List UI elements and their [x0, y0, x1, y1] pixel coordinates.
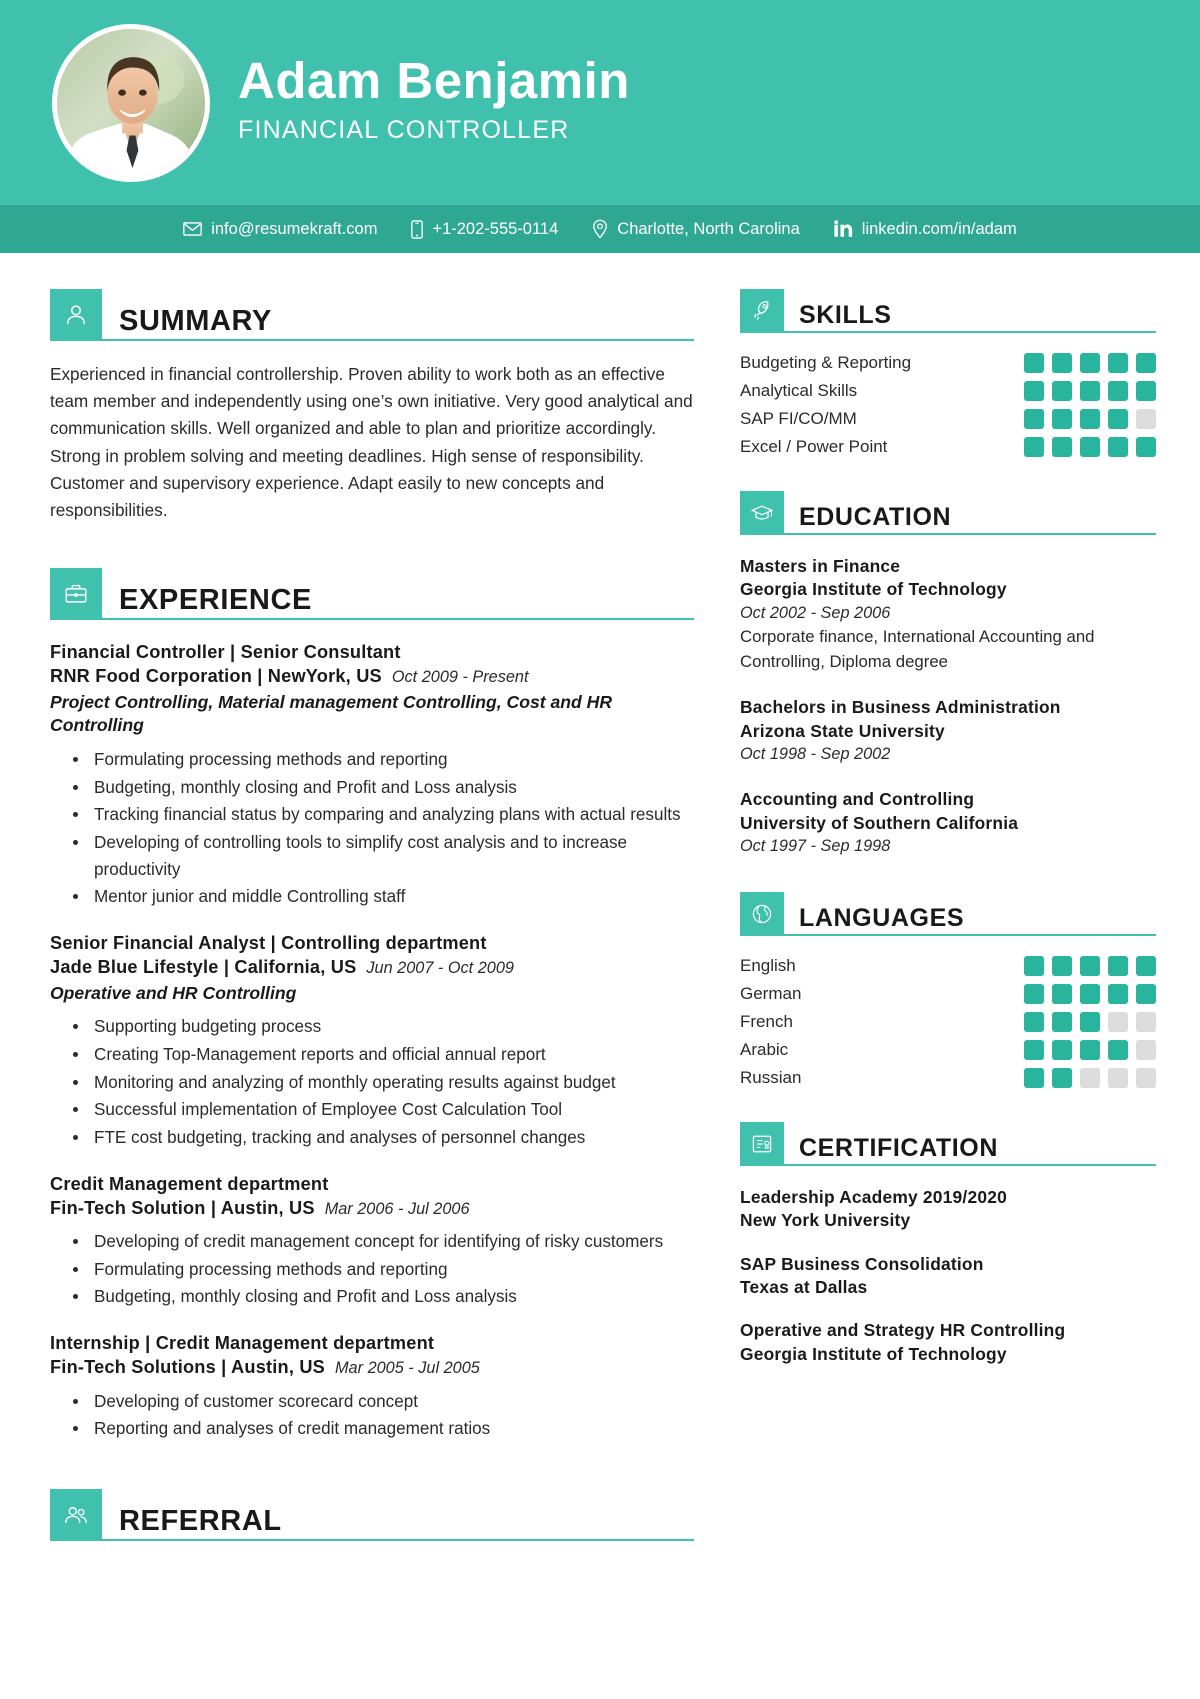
job-company: RNR Food Corporation | NewYork, US: [50, 666, 382, 687]
job-bullet: • Tracking financial status by comparing and analyzing plans with actual results: [90, 802, 694, 829]
skill-row: [740, 409, 1156, 429]
contact-email-text: info@resumekraft.com: [211, 219, 378, 238]
rating-dot: [1108, 984, 1128, 1004]
education-dates: Oct 2002 - Sep 2006: [740, 603, 891, 622]
section-header-referral: [50, 1489, 694, 1541]
rocket-icon: [740, 289, 784, 333]
rating-dot: [1080, 984, 1100, 1004]
user-icon: [50, 289, 102, 341]
rating-dot: [1080, 1012, 1100, 1032]
job-focus: Project Controlling, Material management Controlling, Cost and HR Controlling: [50, 691, 613, 736]
rating-dot: [1052, 381, 1072, 401]
right-column: [728, 289, 1200, 1561]
section-title-referral: REFERRAL: [119, 1504, 282, 1537]
rating-dot: [1052, 984, 1072, 1004]
section-header-certification: [740, 1122, 1156, 1166]
map-pin-icon: [592, 219, 608, 239]
contact-phone-text: +1-202-555-0114: [432, 219, 559, 238]
contact-bar: [0, 205, 1200, 253]
job-bullet: • Mentor junior and middle Controlling staff: [90, 884, 694, 911]
job-company-line: [50, 664, 694, 689]
job-bullet: • Developing of customer scorecard concept: [90, 1389, 694, 1416]
rating-dot: [1136, 956, 1156, 976]
rating-dot: [1136, 1068, 1156, 1088]
education-item: [740, 696, 1156, 766]
education-school: Georgia Institute of Technology: [740, 579, 1007, 600]
section-header-education: [740, 491, 1156, 535]
section-title-summary: SUMMARY: [119, 305, 272, 337]
job-bullet: • FTE cost budgeting, tracking and analyses of personnel changes: [90, 1125, 694, 1152]
rating-dot: [1136, 1012, 1156, 1032]
certification-issuer: Georgia Institute of Technology: [740, 1343, 1007, 1364]
skill-label: Analytical Skills: [740, 381, 858, 400]
rating-dot: [1136, 437, 1156, 457]
candidate-name: Adam Benjamin: [238, 52, 630, 110]
section-title-languages: LANGUAGES: [799, 904, 965, 933]
rating-dot: [1024, 1068, 1044, 1088]
language-row: [740, 1040, 1156, 1060]
rating-dot: [1108, 409, 1128, 429]
rating-dot: [1052, 1068, 1072, 1088]
experience-item: [50, 640, 694, 911]
job-bullets: [50, 1389, 694, 1443]
certification-item: [740, 1186, 1156, 1233]
skill-row: [740, 381, 1156, 401]
section-title-skills: SKILLS: [799, 301, 892, 329]
job-company: Jade Blue Lifestyle | California, US: [50, 957, 357, 977]
education-degree: Accounting and Controlling: [740, 789, 975, 810]
section-header-summary: [50, 289, 694, 341]
candidate-job-title: FINANCIAL CONTROLLER: [238, 115, 570, 144]
skill-row: [740, 353, 1156, 373]
rating-dot: [1108, 1068, 1128, 1088]
language-row: [740, 956, 1156, 976]
left-column: [0, 289, 728, 1561]
language-row: [740, 984, 1156, 1004]
globe-icon: [740, 892, 784, 936]
job-company-line: [50, 1196, 694, 1221]
certification-item: [740, 1319, 1156, 1366]
rating-dot: [1052, 956, 1072, 976]
job-bullet: • Creating Top-Management reports and official annual report: [90, 1042, 694, 1069]
rating-dot: [1024, 984, 1044, 1004]
rating-dot: [1080, 381, 1100, 401]
skill-label: SAP FI/CO/MM: [740, 409, 857, 428]
education-dates: Oct 1998 - Sep 2002: [740, 745, 891, 764]
job-bullets: [50, 1014, 694, 1151]
job-bullet: • Reporting and analyses of credit management ratios: [90, 1416, 694, 1443]
job-dates: Oct 2009 - Present: [391, 668, 529, 687]
rating-dot: [1108, 1040, 1128, 1060]
language-row: [740, 1012, 1156, 1032]
rating-dot: [1080, 1040, 1100, 1060]
job-bullet: • Developing of credit management concept for identifying of risky customers: [90, 1229, 694, 1256]
section-title-wrap-experience: [102, 568, 694, 620]
rating-dot: [1080, 353, 1100, 373]
section-title-wrap-referral: [102, 1489, 694, 1541]
job-bullet: • Formulating processing methods and reporting: [90, 1257, 694, 1284]
rating-dot: [1108, 381, 1128, 401]
education-description: Corporate finance, International Accounting and Controlling, Diploma degree: [740, 626, 1095, 671]
job-company-line: [50, 1355, 694, 1380]
language-row: [740, 1068, 1156, 1088]
job-company: Fin-Tech Solutions | Austin, US: [50, 1357, 325, 1378]
skill-row: [740, 437, 1156, 457]
section-title-certification: CERTIFICATION: [799, 1134, 998, 1163]
rating-dot: [1108, 437, 1128, 457]
language-label: Russian: [740, 1068, 802, 1088]
language-rating: [1024, 1068, 1156, 1088]
language-label: English: [740, 956, 796, 976]
summary-text: Experienced in financial controllership. Proven ability to work both as an effective team member and independently using one’s own initiative. Very good analytical and communication skills. Well organized and able to plan and prioritize accordingly. Strong in problem solving and meeting deadlines. High sense of responsibility. Customer and supervisory experience. Adapt easily to new concepts and responsibilities.: [50, 364, 693, 520]
job-dates: Mar 2006 - Jul 2006: [324, 1199, 470, 1218]
education-school: Arizona State University: [740, 720, 945, 741]
section-title-wrap-summary: [102, 289, 694, 341]
job-bullet: • Budgeting, monthly closing and Profit and Loss analysis: [90, 775, 694, 802]
job-dates: Mar 2005 - Jul 2005: [335, 1359, 480, 1378]
experience-item: [50, 931, 694, 1152]
job-bullets: [50, 1229, 694, 1311]
language-label: German: [740, 984, 802, 1004]
education-item: [740, 788, 1156, 858]
contact-location-text: Charlotte, North Carolina: [617, 219, 800, 238]
section-title-education: EDUCATION: [799, 503, 952, 531]
envelope-icon: [183, 222, 202, 236]
certification-issuer: New York University: [740, 1210, 911, 1231]
rating-dot: [1136, 984, 1156, 1004]
education-item: [740, 555, 1156, 674]
section-title-experience: EXPERIENCE: [119, 584, 312, 617]
job-company: Fin-Tech Solution | Austin, US: [50, 1197, 315, 1218]
contact-linkedin-text: linkedin.com/in/adam: [861, 219, 1017, 238]
rating-dot: [1024, 956, 1044, 976]
avatar: [52, 24, 210, 182]
language-label: Arabic: [740, 1040, 789, 1060]
resume-header: [0, 0, 1200, 205]
mobile-phone-icon: [411, 220, 423, 239]
rating-dot: [1024, 1040, 1044, 1060]
section-title-wrap-skills: [784, 289, 1156, 333]
language-rating: [1024, 984, 1156, 1004]
job-bullets: [50, 747, 694, 911]
certification-name: Operative and Strategy HR Controlling: [740, 1320, 1066, 1341]
experience-item: [50, 1172, 694, 1311]
rating-dot: [1136, 409, 1156, 429]
experience-list: [50, 640, 694, 1443]
rating-dot: [1024, 381, 1044, 401]
language-rating: [1024, 956, 1156, 976]
users-icon: [50, 1489, 102, 1541]
language-label: French: [740, 1012, 793, 1032]
graduation-cap-icon: [740, 491, 784, 535]
certificate-icon: [740, 1122, 784, 1166]
job-bullet: • Monitoring and analyzing of monthly operating results against budget: [90, 1070, 694, 1097]
education-dates: Oct 1997 - Sep 1998: [740, 836, 891, 855]
education-degree: Bachelors in Business Administration: [740, 697, 1061, 718]
job-role: Credit Management department: [50, 1173, 329, 1194]
job-bullet: • Successful implementation of Employee Cost Calculation Tool: [90, 1097, 694, 1124]
briefcase-icon: [50, 568, 102, 620]
section-header-skills: [740, 289, 1156, 333]
job-bullet: • Supporting budgeting process: [90, 1014, 694, 1041]
rating-dot: [1052, 437, 1072, 457]
rating-dot: [1024, 437, 1044, 457]
name-block: [238, 54, 630, 151]
contact-phone[interactable]: [411, 220, 558, 239]
contact-email[interactable]: [183, 220, 377, 239]
rating-dot: [1024, 1012, 1044, 1032]
rating-dot: [1136, 1040, 1156, 1060]
rating-dot: [1052, 353, 1072, 373]
rating-dot: [1136, 381, 1156, 401]
section-title-wrap-certification: [784, 1122, 1156, 1166]
certification-name: Leadership Academy 2019/2020: [740, 1187, 1007, 1208]
section-title-wrap-languages: [784, 892, 1156, 936]
skill-label: Budgeting & Reporting: [740, 353, 912, 372]
skill-rating: [1024, 409, 1156, 429]
languages-list: [740, 956, 1156, 1088]
section-title-wrap-education: [784, 491, 1156, 535]
rating-dot: [1024, 409, 1044, 429]
rating-dot: [1052, 1040, 1072, 1060]
rating-dot: [1108, 1012, 1128, 1032]
section-header-languages: [740, 892, 1156, 936]
rating-dot: [1080, 437, 1100, 457]
rating-dot: [1080, 956, 1100, 976]
section-header-experience: [50, 568, 694, 620]
job-role: Financial Controller | Senior Consultant: [50, 642, 401, 663]
job-bullet: • Formulating processing methods and reporting: [90, 747, 694, 774]
certification-name: SAP Business Consolidation: [740, 1253, 984, 1274]
contact-location[interactable]: [592, 219, 800, 239]
rating-dot: [1108, 353, 1128, 373]
job-role: Internship | Credit Management department: [50, 1333, 435, 1354]
language-rating: [1024, 1012, 1156, 1032]
rating-dot: [1108, 956, 1128, 976]
job-dates: Jun 2007 - Oct 2009: [366, 959, 514, 977]
education-school: University of Southern California: [740, 812, 1019, 833]
linkedin-icon: [834, 220, 853, 238]
certification-issuer: Texas at Dallas: [740, 1276, 868, 1297]
rating-dot: [1052, 409, 1072, 429]
skill-label: Excel / Power Point: [740, 437, 888, 456]
skill-rating: [1024, 437, 1156, 457]
profile-photo-icon: [57, 29, 205, 177]
skill-rating: [1024, 381, 1156, 401]
rating-dot: [1136, 353, 1156, 373]
rating-dot: [1080, 1068, 1100, 1088]
job-role: Senior Financial Analyst | Controlling department: [50, 932, 487, 953]
job-focus: Operative and HR Controlling: [50, 982, 297, 1003]
contact-linkedin[interactable]: [834, 220, 1017, 239]
rating-dot: [1080, 409, 1100, 429]
skill-rating: [1024, 353, 1156, 373]
skills-list: [740, 353, 1156, 457]
resume-body: [0, 253, 1200, 1561]
job-company-line: [50, 955, 694, 980]
education-degree: Masters in Finance: [740, 556, 901, 576]
certification-list: [740, 1186, 1156, 1366]
rating-dot: [1024, 353, 1044, 373]
language-rating: [1024, 1040, 1156, 1060]
job-bullet: • Developing of controlling tools to simplify cost analysis and to increase productivity: [90, 830, 694, 883]
job-bullet: • Budgeting, monthly closing and Profit and Loss analysis: [90, 1284, 694, 1311]
rating-dot: [1052, 1012, 1072, 1032]
certification-item: [740, 1253, 1156, 1300]
experience-item: [50, 1331, 694, 1443]
education-list: [740, 555, 1156, 858]
